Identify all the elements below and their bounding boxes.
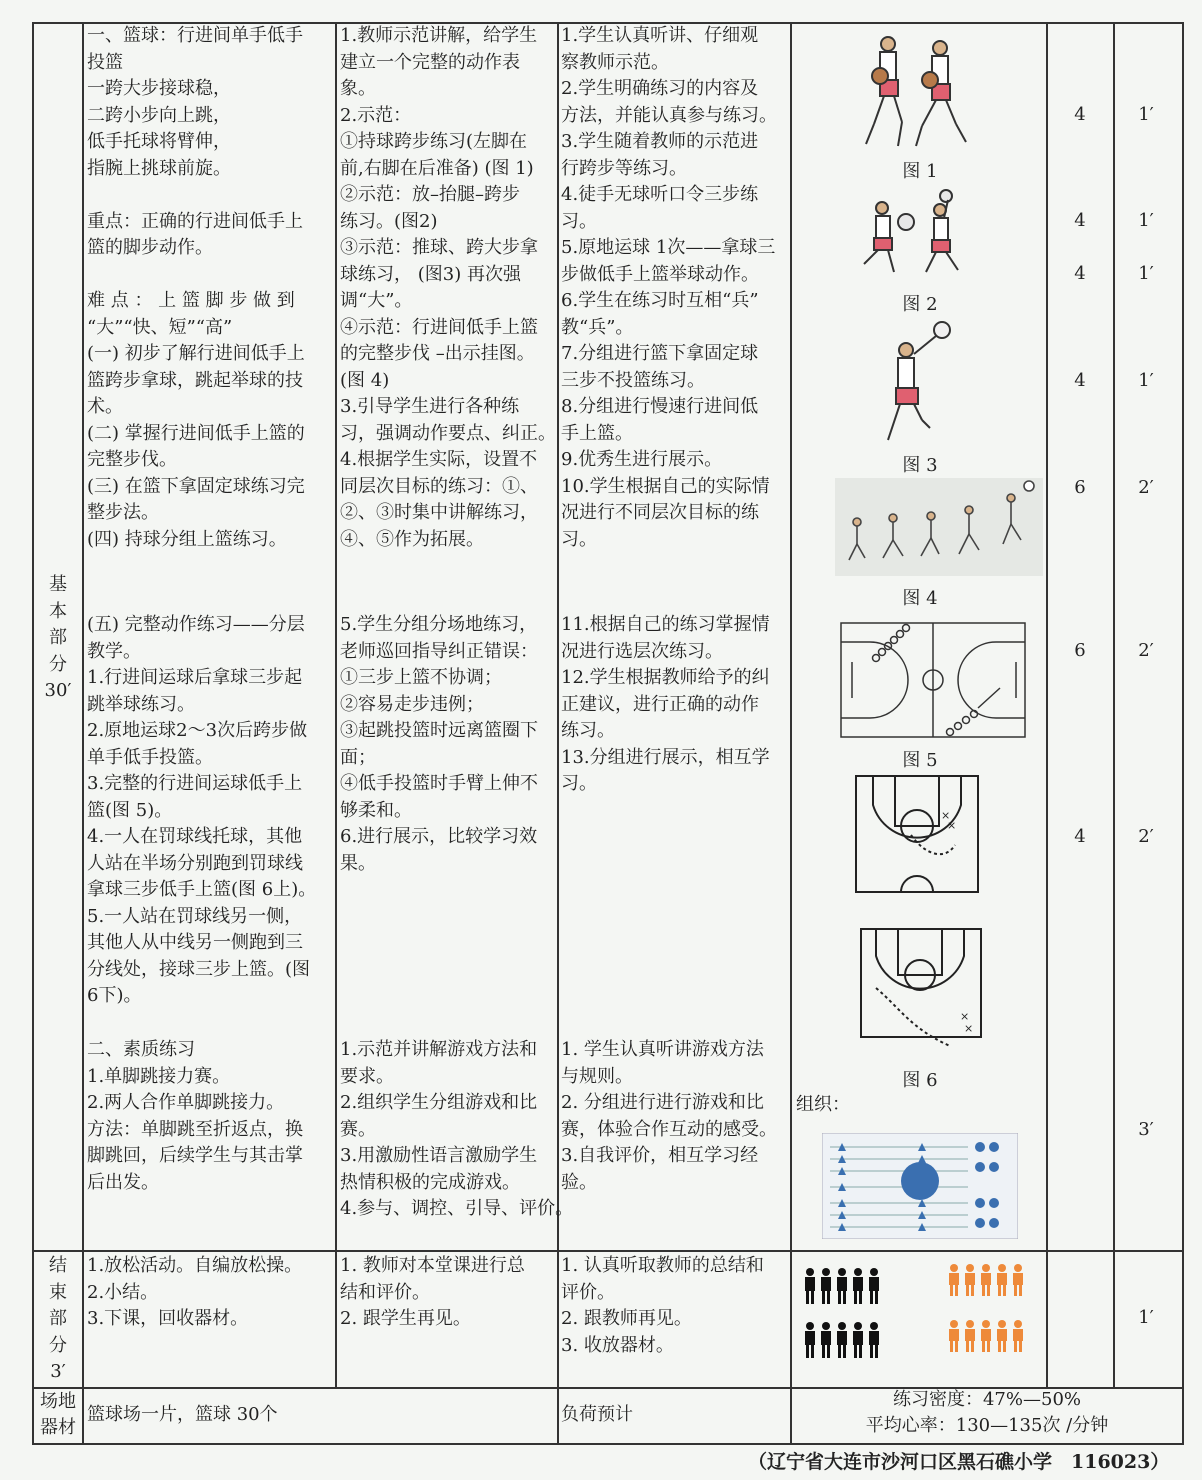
student-activity-practice: 11.根据自己的练习掌握情 况进行选层次练习。 12.学生根据教师给予的纠 正建议，进行正确的动作 练习。 13.分组进行展示，相互学 习。 bbox=[561, 614, 770, 794]
content-fitness: 二、素质练习 1.单脚跳接力赛。 2.两人合作单脚跳接力。 方法：单脚跳至折返点，换 脚跳回，后续学生与其击掌 后出发。 bbox=[87, 1039, 303, 1193]
figure-4-caption: 图 4 bbox=[902, 588, 938, 609]
col-line-3 bbox=[557, 22, 559, 1445]
source-attribution: （辽宁省大连市沙河口区黑石礁小学 116023） bbox=[748, 1451, 1170, 1473]
col-line-4 bbox=[790, 22, 792, 1445]
figure-5-full-court-diagram bbox=[840, 622, 1026, 738]
figure-6-lower-half-court-diagram bbox=[860, 928, 982, 1056]
col-line-2 bbox=[335, 22, 337, 1388]
count-cell: 4 bbox=[1074, 263, 1086, 284]
col-line-6 bbox=[1113, 22, 1115, 1388]
time-cell: 2′ bbox=[1138, 477, 1154, 498]
time-cell: 1′ bbox=[1138, 370, 1154, 391]
svg-text:×: × bbox=[964, 1022, 974, 1035]
time-cell: 3′ bbox=[1138, 1119, 1154, 1140]
content-layered-practice: (五) 完整动作练习——分层 教学。 1.行进间运球后拿球三步起 跳举球练习。 2.原地运球2～3次后跨步做 单手低手投篮。 3.完整的行进间运球低手上 篮(图 5)。 4.一人在罚球线托球，其他 人站在半场分别跑到罚球线 拿球三步低手上篮(图 6上)。 5.一人站在罚球线另一侧， 其他人从中线另一侧跑到三 分线处，接球三步上篮。(图 6下)。 bbox=[87, 614, 317, 1006]
organization-relay-diagram bbox=[822, 1133, 1018, 1239]
time-cell: 1′ bbox=[1138, 210, 1154, 231]
figure-6-caption: 图 6 bbox=[902, 1070, 938, 1091]
ending-student-activity: 1. 认真听取教师的总结和 评价。 2. 跟教师再见。 3. 收放器材。 bbox=[561, 1255, 764, 1356]
section-label-ending: 结 束 部 分 3′ bbox=[49, 1255, 67, 1382]
organization-label: 组织： bbox=[796, 1094, 850, 1115]
figure-5-caption: 图 5 bbox=[902, 750, 938, 771]
ending-content: 1.放松活动。自编放松操。 2.小结。 3.下课，回收器材。 bbox=[87, 1255, 303, 1329]
time-cell: 1′ bbox=[1138, 263, 1154, 284]
time-cell: 2′ bbox=[1138, 826, 1154, 847]
teacher-activity-practice: 5.学生分组分场地练习， 老师巡回指导纠正错误： ①三步上篮不协调； ②容易走步违例； ③起跳投篮时远离篮圈下 面； ④低手投篮时手臂上伸不 够柔和。 6.进行展示，比较学习效 果。 bbox=[340, 614, 538, 874]
content-basketball: 一、篮球：行进间单手低手 投篮 一跨大步接球稳， 二跨小步向上跳， 低手托球将臂伸， 指腕上挑球前旋。 重点：正确的行进间低手上 篮的脚步动作。 难 点 ： 上 篮 脚 步 做 到 “大”“快、短”“高” (一) 初步了解行进间低手上 篮跨步拿球，跳起举球的技 术。 (二) 掌握行进间低手上篮的 完整步伐。 (三) 在篮下拿固定球练习完 整步法。 (四) 持球分组上篮练习。 bbox=[87, 25, 305, 550]
col-line-5 bbox=[1046, 22, 1048, 1388]
col-line-7 bbox=[1182, 22, 1184, 1445]
student-activity-fitness: 1. 学生认真听讲游戏方法 与规则。 2. 分组进行进行游戏和比 赛，体验合作互动的感受。 3.自我评价，相互学习经 验。 bbox=[561, 1039, 777, 1193]
figure-3-caption: 图 3 bbox=[902, 455, 938, 476]
ending-teacher-activity: 1. 教师对本堂课进行总 结和评价。 2. 跟学生再见。 bbox=[340, 1255, 525, 1329]
figure-3-jump-shot-illustration bbox=[878, 320, 958, 448]
time-cell: 2′ bbox=[1138, 640, 1154, 661]
count-cell: 4 bbox=[1074, 370, 1086, 391]
svg-text:×: × bbox=[960, 1010, 970, 1023]
col-line-0 bbox=[32, 22, 34, 1445]
average-heart-rate: 平均心率：130—135次 /分钟 bbox=[865, 1415, 1109, 1436]
row-divider-ending bbox=[32, 1250, 1184, 1252]
figure-2-caption: 图 2 bbox=[902, 294, 938, 315]
student-activity-basketball: 1.学生认真听讲、仔细观 察教师示范。 2.学生明确练习的内容及 方法，并能认真参与练习。 3.学生随着教师的示范进 行跨步等练习。 4.徒手无球听口令三步练 习。 5.原地运球 1次——拿球三 步做低手上篮举球动作。 6.学生在练习时互相“兵” 教“兵”。 7.分组进行篮下拿固定球 三步不投篮练习。 8.分组进行慢速行进间低 手上篮。 9.优秀生进行展示。 10.学生根据自己的实际情 况进行不同层次目标的练 习。 bbox=[561, 25, 777, 550]
ending-formation-diagram bbox=[800, 1264, 1044, 1376]
section-label-basic: 基 本 部 分 30′ bbox=[44, 574, 72, 701]
count-cell: 6 bbox=[1074, 477, 1086, 498]
ending-time-cell: 1′ bbox=[1138, 1307, 1154, 1328]
svg-text:×: × bbox=[941, 809, 951, 822]
table-bottom-border bbox=[32, 1443, 1184, 1445]
count-cell: 4 bbox=[1074, 104, 1086, 125]
svg-text:×: × bbox=[947, 819, 957, 832]
figure-6-upper-half-court-diagram bbox=[855, 775, 979, 893]
teacher-activity-fitness: 1.示范并讲解游戏方法和 要求。 2.组织学生分组游戏和比 赛。 3.用激励性语言激励学生 热情积极的完成游戏。 4.参与、调控、引导、评价。 bbox=[340, 1039, 574, 1219]
figure-1-layup-step-illustration bbox=[858, 32, 976, 154]
figure-1-caption: 图 1 bbox=[902, 161, 938, 182]
venue-equipment-label: 场地 器材 bbox=[40, 1391, 76, 1438]
figure-4-layup-sequence-illustration bbox=[835, 478, 1043, 576]
practice-density: 练习密度：47%—50% bbox=[892, 1389, 1081, 1410]
count-cell: 4 bbox=[1074, 826, 1086, 847]
col-line-1 bbox=[82, 22, 84, 1445]
teacher-activity-basketball: 1.教师示范讲解，给学生 建立一个完整的动作表 象。 2.示范： ①持球跨步练习(左脚在 前,右脚在后准备) (图 1) ②示范：放–抬腿–跨步 练习。(图2) ③示范：推球、跨大步拿 球练习， (图3) 再次强 调“大”。 ④示范：行进间低手上篮 的完整步伐 –出示挂图。 (图 4) 3.引导学生进行各种练 习，强调动作要点、纠正。 4.根据学生实际，设置不 同层次目标的练习：①、 ②、③时集中讲解练习， ④、⑤作为拓展。 bbox=[340, 25, 556, 550]
equipment-text: 篮球场一片，篮球 30个 bbox=[87, 1404, 278, 1425]
count-cell: 6 bbox=[1074, 640, 1086, 661]
load-estimate-label: 负荷预计 bbox=[561, 1404, 633, 1425]
figure-2-layup-jump-illustration bbox=[856, 186, 978, 282]
count-cell: 4 bbox=[1074, 210, 1086, 231]
time-cell: 1′ bbox=[1138, 104, 1154, 125]
